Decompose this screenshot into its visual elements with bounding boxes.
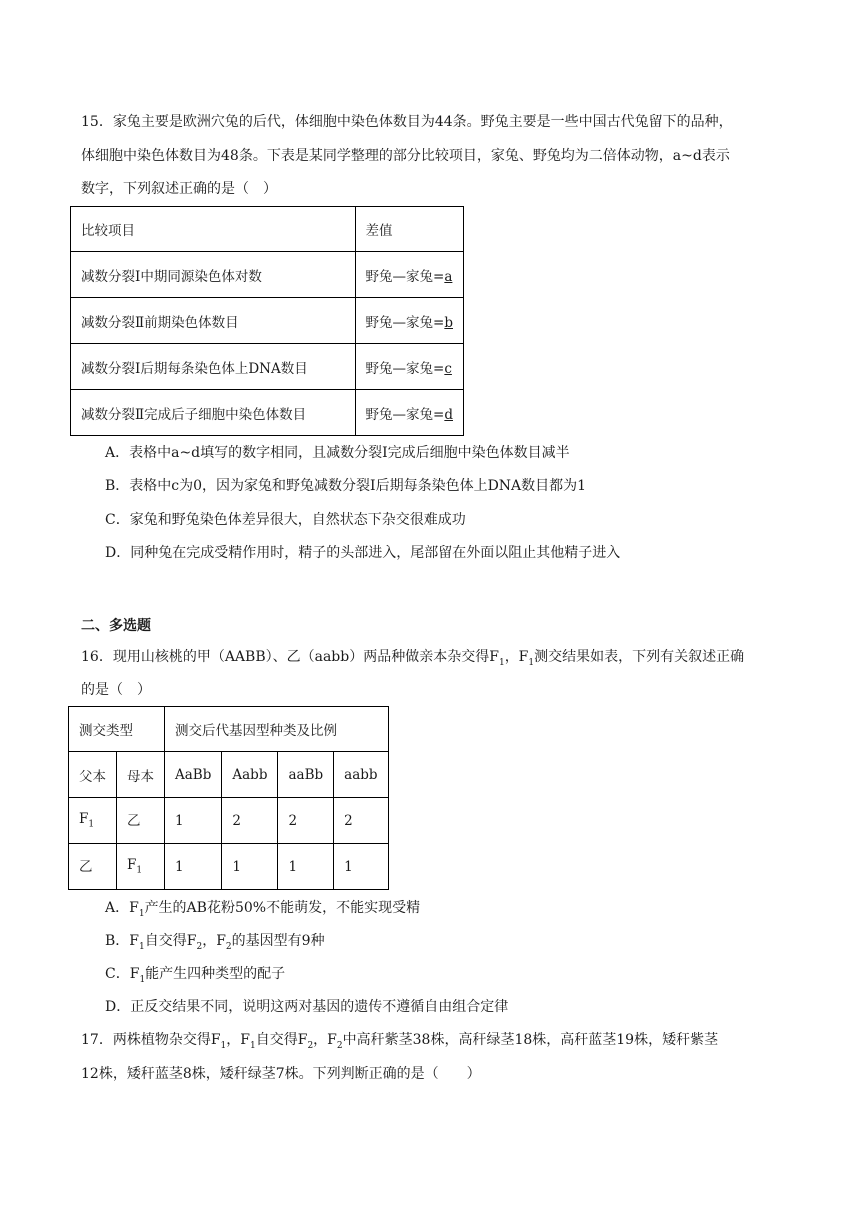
header-father: 父本 (69, 752, 117, 798)
row-item: 减数分裂Ⅱ前期染色体数目 (71, 298, 356, 344)
header-genotype: Aabb (222, 752, 278, 798)
row-diff: 野兔—家兔=d (355, 390, 463, 436)
q15-line-3: 数字，下列叙述正确的是（ ） (81, 181, 277, 197)
q15-line-2: 体细胞中染色体数目为48条。下表是某同学整理的部分比较项目，家兔、野兔均为二倍体动物，a~d表示 (81, 148, 730, 164)
q15-option-c: C．家兔和野兔染色体差异很大，自然状态下杂交很难成功 (105, 512, 466, 528)
header-diff: 差值 (355, 207, 463, 252)
row-diff: 野兔—家兔=a (355, 252, 463, 298)
table-row (69, 798, 389, 844)
table-subheader-row (69, 752, 389, 798)
q15-option-a: A．表格中a~d填写的数字相同，且减数分裂Ⅰ完成后细胞中染色体数目减半 (105, 445, 570, 461)
cell-father: $F_1$ (69, 798, 117, 844)
q16-testcross-table (68, 706, 389, 890)
q16-option-c: C．$F_1$能产生四种类型的配子 (105, 966, 286, 985)
cell-value: 1 (222, 844, 278, 890)
table-row (71, 298, 464, 344)
header-type: 测交类型 (69, 707, 165, 752)
section-title: 二、多选题 (81, 618, 151, 634)
q15-option-d: D．同种兔在完成受精作用时，精子的头部进入，尾部留在外面以阻止其他精子进入 (105, 545, 621, 561)
table-row (71, 252, 464, 298)
header-item: 比较项目 (71, 207, 356, 252)
cell-value: 2 (278, 798, 334, 844)
q17-line-2: 12株，矮秆蓝茎8株，矮秆绿茎7株。下列判断正确的是（ ） (81, 1066, 481, 1082)
q15-comparison-table (70, 206, 464, 436)
q16-option-a: A．$F_1$产生的AB花粉50%不能萌发，不能实现受精 (105, 900, 421, 919)
cell-value: 1 (278, 844, 334, 890)
row-diff: 野兔—家兔=b (355, 298, 463, 344)
row-item: 减数分裂Ⅰ后期每条染色体上DNA数目 (71, 344, 356, 390)
cell-value: 1 (165, 844, 222, 890)
table-row (71, 390, 464, 436)
q17-line-1: 17．两株植物杂交得$F_1$，$F_1$自交得$F_2$，$F_2$中高秆紫茎38株，高秆绿茎18株，高秆蓝茎19株，矮秆紫茎 (81, 1032, 719, 1051)
header-genotype: aabb (334, 752, 388, 798)
header-genotype: AaBb (165, 752, 222, 798)
header-genotype: aaBb (278, 752, 334, 798)
cell-value: 1 (334, 844, 388, 890)
table-header-row (71, 207, 464, 252)
header-mother: 母本 (117, 752, 165, 798)
q16-option-b: B．$F_1$自交得$F_2$，$F_2$的基因型有9种 (105, 933, 325, 952)
q15-option-b: B．表格中c为0，因为家兔和野兔减数分裂Ⅰ后期每条染色体上DNA数目都为1 (105, 478, 587, 494)
table-header-row (69, 707, 389, 752)
cell-mother: 乙 (117, 798, 165, 844)
table-row (71, 344, 464, 390)
header-genotypes: 测交后代基因型种类及比例 (165, 707, 389, 752)
cell-value: 2 (222, 798, 278, 844)
table-row (69, 844, 389, 890)
q16-line-2: 的是（ ） (81, 682, 151, 698)
cell-value: 2 (334, 798, 388, 844)
q16-option-d: D．正反交结果不同，说明这两对基因的遗传不遵循自由组合定律 (105, 999, 509, 1015)
cell-father: 乙 (69, 844, 117, 890)
cell-value: 1 (165, 798, 222, 844)
q15-line-1: 15．家兔主要是欧洲穴兔的后代，体细胞中染色体数目为44条。野兔主要是一些中国古代兔留下的品种， (81, 114, 733, 130)
row-item: 减数分裂Ⅱ完成后子细胞中染色体数目 (71, 390, 356, 436)
row-diff: 野兔—家兔=c (355, 344, 463, 390)
cell-mother: $F_1$ (117, 844, 165, 890)
row-item: 减数分裂Ⅰ中期同源染色体对数 (71, 252, 356, 298)
q16-line-1: 16．现用山核桃的甲（AABB）、乙（aabb）两品种做亲本杂交得$F_1$，$F_1$测交结果如表，下列有关叙述正确 (81, 649, 745, 668)
